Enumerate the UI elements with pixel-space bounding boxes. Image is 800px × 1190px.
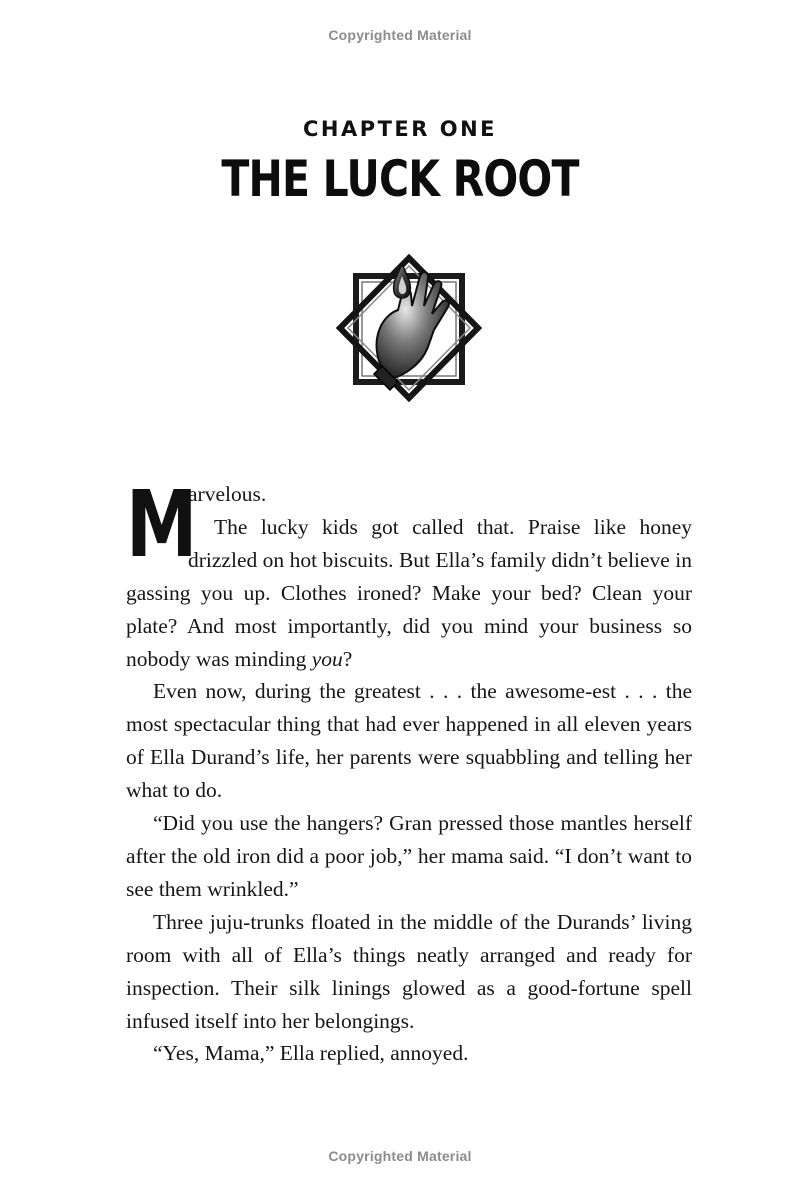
opening-word: arvelous. bbox=[188, 482, 267, 506]
paragraph-4: Three juju-trunks floated in the middle of the Durands’ living room with all of Ella’s things neatly arranged and ready for inspection. Their silk linings glowed as a good-fortune spell infused itself into her belongings. bbox=[126, 909, 692, 1033]
paragraph-5: “Yes, Mama,” Ella replied, annoyed. bbox=[153, 1041, 469, 1066]
copyright-watermark-bottom: Copyrighted Material bbox=[328, 1148, 472, 1164]
chapter-label: CHAPTER ONE bbox=[302, 117, 498, 141]
copyright-watermark-top: Copyrighted Material bbox=[328, 27, 472, 43]
drop-cap: M bbox=[126, 471, 198, 578]
paragraph-1-end: ? bbox=[342, 646, 353, 671]
emphasis-you: you bbox=[311, 646, 343, 671]
chapter-body bbox=[126, 471, 692, 1070]
praying-hand-emblem-icon bbox=[336, 254, 482, 402]
chapter-title: THE LUCK ROOT bbox=[221, 150, 579, 208]
paragraph-2: Even now, during the greatest . . . the awesome-est . . . the most spectacular thing that had ever happened in all eleven years of Ella Durand’s life, her parents were squabbling and telling her what to do. bbox=[126, 679, 692, 803]
paragraph-3: “Did you use the hangers? Gran pressed those mantles herself after the old iron did a poor job,” her mama said. “I don’t want to see them wrinkled.” bbox=[126, 811, 692, 901]
paragraph-1 bbox=[126, 471, 692, 675]
paragraph-1-text: The lucky kids got called that. Praise like honey drizzled on hot biscuits. But Ella’s family didn’t believe in gassing you up. Clothes ironed? Make your bed? Clean your plate? And most importantly, did you mind your business so nobody was minding bbox=[126, 514, 692, 671]
